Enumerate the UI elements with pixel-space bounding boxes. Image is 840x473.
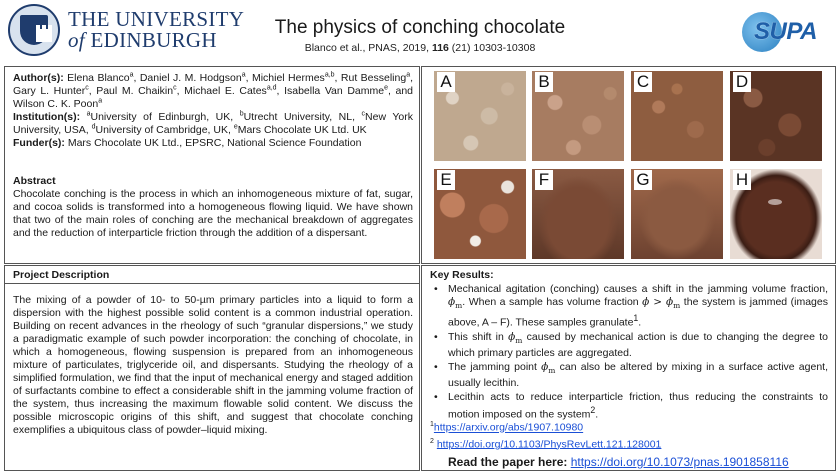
author-name: Wilson C. K. Poon [13,98,99,110]
tile-label: F [535,170,553,190]
tile-label: D [733,72,751,92]
tile-label: C [634,72,652,92]
project-description-panel [4,265,420,471]
tile-label: B [535,72,553,92]
project-description-text: The mixing of a powder of 10- to 50-µm primary particles into a liquid to form a dispersion with the highest possible solid content is a common industrial operation. Building on recent advances in the rheology of such “granular dispersions,” we study a paradigmatic example of such powder incorporation: the conching of chocolate, in which a homogeneous, flowing suspension is prepared from an inhomogeneous mixture of particulates, triglyceride oil, and dispersants. Studying the rheology of a simplified formulation, we find that the input of mechanical energy and staged addition of surfactants combine to effect a considerable shift in the jamming volume fraction of the system, thus increasing the maximum flowable solid content. We discuss the possible microscopic origins of this shift, and suggest that chocolate conching exemplifies a ubiquitous class of powder–liquid mixing. [13,294,413,436]
institutions-line: Institution(s): $^a$University of Edinburgh, UK, $^b$Utrecht University, NL, $^c$New York University, USA, $^d$University of Cambridge, UK, $^e$Mars Chocolate UK Ltd. UK [13,110,413,136]
supa-logo-text: SUPA [754,18,817,45]
affiliation-mark: a [241,71,246,79]
author-name: Paul M. Chaikin [96,85,174,97]
result-item: • Lecithin acts to reduce interparticle friction, thus reducing the constraints to motion imposed on the system$^2$. [430,391,828,422]
affiliation-mark: e [233,123,238,131]
affiliation-mark: c [173,84,177,92]
affiliation-mark: a [129,71,134,79]
image-tile-f [532,169,624,259]
image-tile-c [631,71,723,161]
chocolate-images-panel [421,66,836,264]
image-tile-a [434,71,526,161]
tile-label: A [437,72,455,92]
affiliation-mark: c [85,84,89,92]
university-name-line1: THE UNIVERSITY [68,7,245,31]
author-name: Rut Besseling [340,72,407,84]
university-of-edinburgh-logo [8,4,244,56]
authors-panel [4,66,420,264]
abstract-text: Chocolate conching is the process in which an inhomogeneous mixture of fat, sugar, and cocoa solids is transformed into a homogeneous flowing liquid. We have shown that two of the main roles of conching are the mechanical breakdown of aggregates and the reduction of interparticle friction through the addition of a dispersant. [13,188,413,239]
references [430,418,828,451]
university-crest-icon [8,4,60,56]
institution-name: New York University, USA [13,111,413,136]
tile-label: E [437,170,455,190]
image-tile-h [730,169,822,259]
image-tile-e [434,169,526,259]
reference-1: $^1$https://arxiv.org/abs/1907.10980 [430,421,584,434]
divider [5,283,419,284]
read-paper-line: Read the paper here: https://doi.org/10.1073/pnas.1901858116 [448,455,789,469]
image-tile-b [532,71,624,161]
reference-1-link[interactable]: https://arxiv.org/abs/1907.10980 [433,421,584,434]
author-name: Gary L. Hunter [13,85,86,97]
citation: Blanco et al., PNAS, 2019, 116 (21) 10303-10308 [304,42,536,54]
key-results-list [430,283,828,422]
result-item: • The jamming point $\phi_m$ can also be altered by mixing in a surface active agent, usually lecithin. [430,361,828,390]
affiliation-mark: a,b [324,71,335,79]
abstract-heading: Abstract [13,175,56,187]
affiliation-mark: a [406,71,411,79]
project-description-heading: Project Description [13,269,110,281]
tile-label: G [634,170,652,190]
author-name: Daniel J. M. Hodgson [139,72,242,84]
result-item: • This shift in $\phi_m$ caused by mechanical action is due to changing the degree to which primary particles are aggregated. [430,331,828,360]
institution-name: Utrecht University, NL [243,111,353,123]
reference-2: $^2$ https://doi.org/10.1103/PhysRevLett.121.128001 [430,437,662,450]
result-item: • Mechanical agitation (conching) causes a shift in the jamming volume fraction, $\phi_m$. When a sample has volume fraction $\phi > \phi_m$ the system is jammed (images above, A – F). These samples granulate$^1$. [430,283,828,330]
tile-label: H [733,170,751,190]
poster-header [0,0,840,62]
institution-name: University of Edinburgh, UK [90,111,231,123]
title-block [250,17,590,54]
supa-logo [742,12,822,56]
key-results-heading: Key Results: [430,269,494,281]
affiliation-mark: e [384,84,388,92]
affiliation-mark: a [98,97,103,105]
author-name: Michiel Hermes [251,72,325,84]
key-results-panel [421,265,836,471]
affiliation-mark: b [239,110,244,118]
affiliation-mark: a [86,110,91,118]
institution-name: Mars Chocolate UK Ltd. UK [237,124,367,136]
affiliation-mark: d [91,123,96,131]
affiliation-mark: c [361,110,366,118]
paper-link[interactable]: https://doi.org/10.1073/pnas.1901858116 [570,455,789,469]
authors-line: Author(s): Elena Blanco$^a$, Daniel J. M. Hodgson$^a$, Michiel Hermes$^{a,b}$, Rut Besseling$^a$, Gary L. Hunter$^c$, Paul M. Chaikin$^c$, Michael E. Cates$^{a,d}$, Isabella Van Damme$^e$, and Wilson C. K. Poon$^a$ [13,71,414,110]
reference-2-link[interactable]: https://doi.org/10.1103/PhysRevLett.121.128001 [436,438,662,450]
poster-title: The physics of conching chocolate [274,17,566,38]
author-name: Elena Blanco [67,72,130,84]
author-name: Michael E. Cates [184,85,267,97]
funders-line: Funder(s): Mars Chocolate UK Ltd., EPSRC, National Science Foundation [13,137,362,149]
affiliation-mark: a,d [266,84,277,92]
author-name: Isabella Van Damme [284,85,385,97]
image-tile-g [631,169,723,259]
university-name-line2: of EDINBURGH [68,28,217,52]
image-tile-d [730,71,822,161]
institution-name: University of Cambridge, UK [95,124,228,136]
